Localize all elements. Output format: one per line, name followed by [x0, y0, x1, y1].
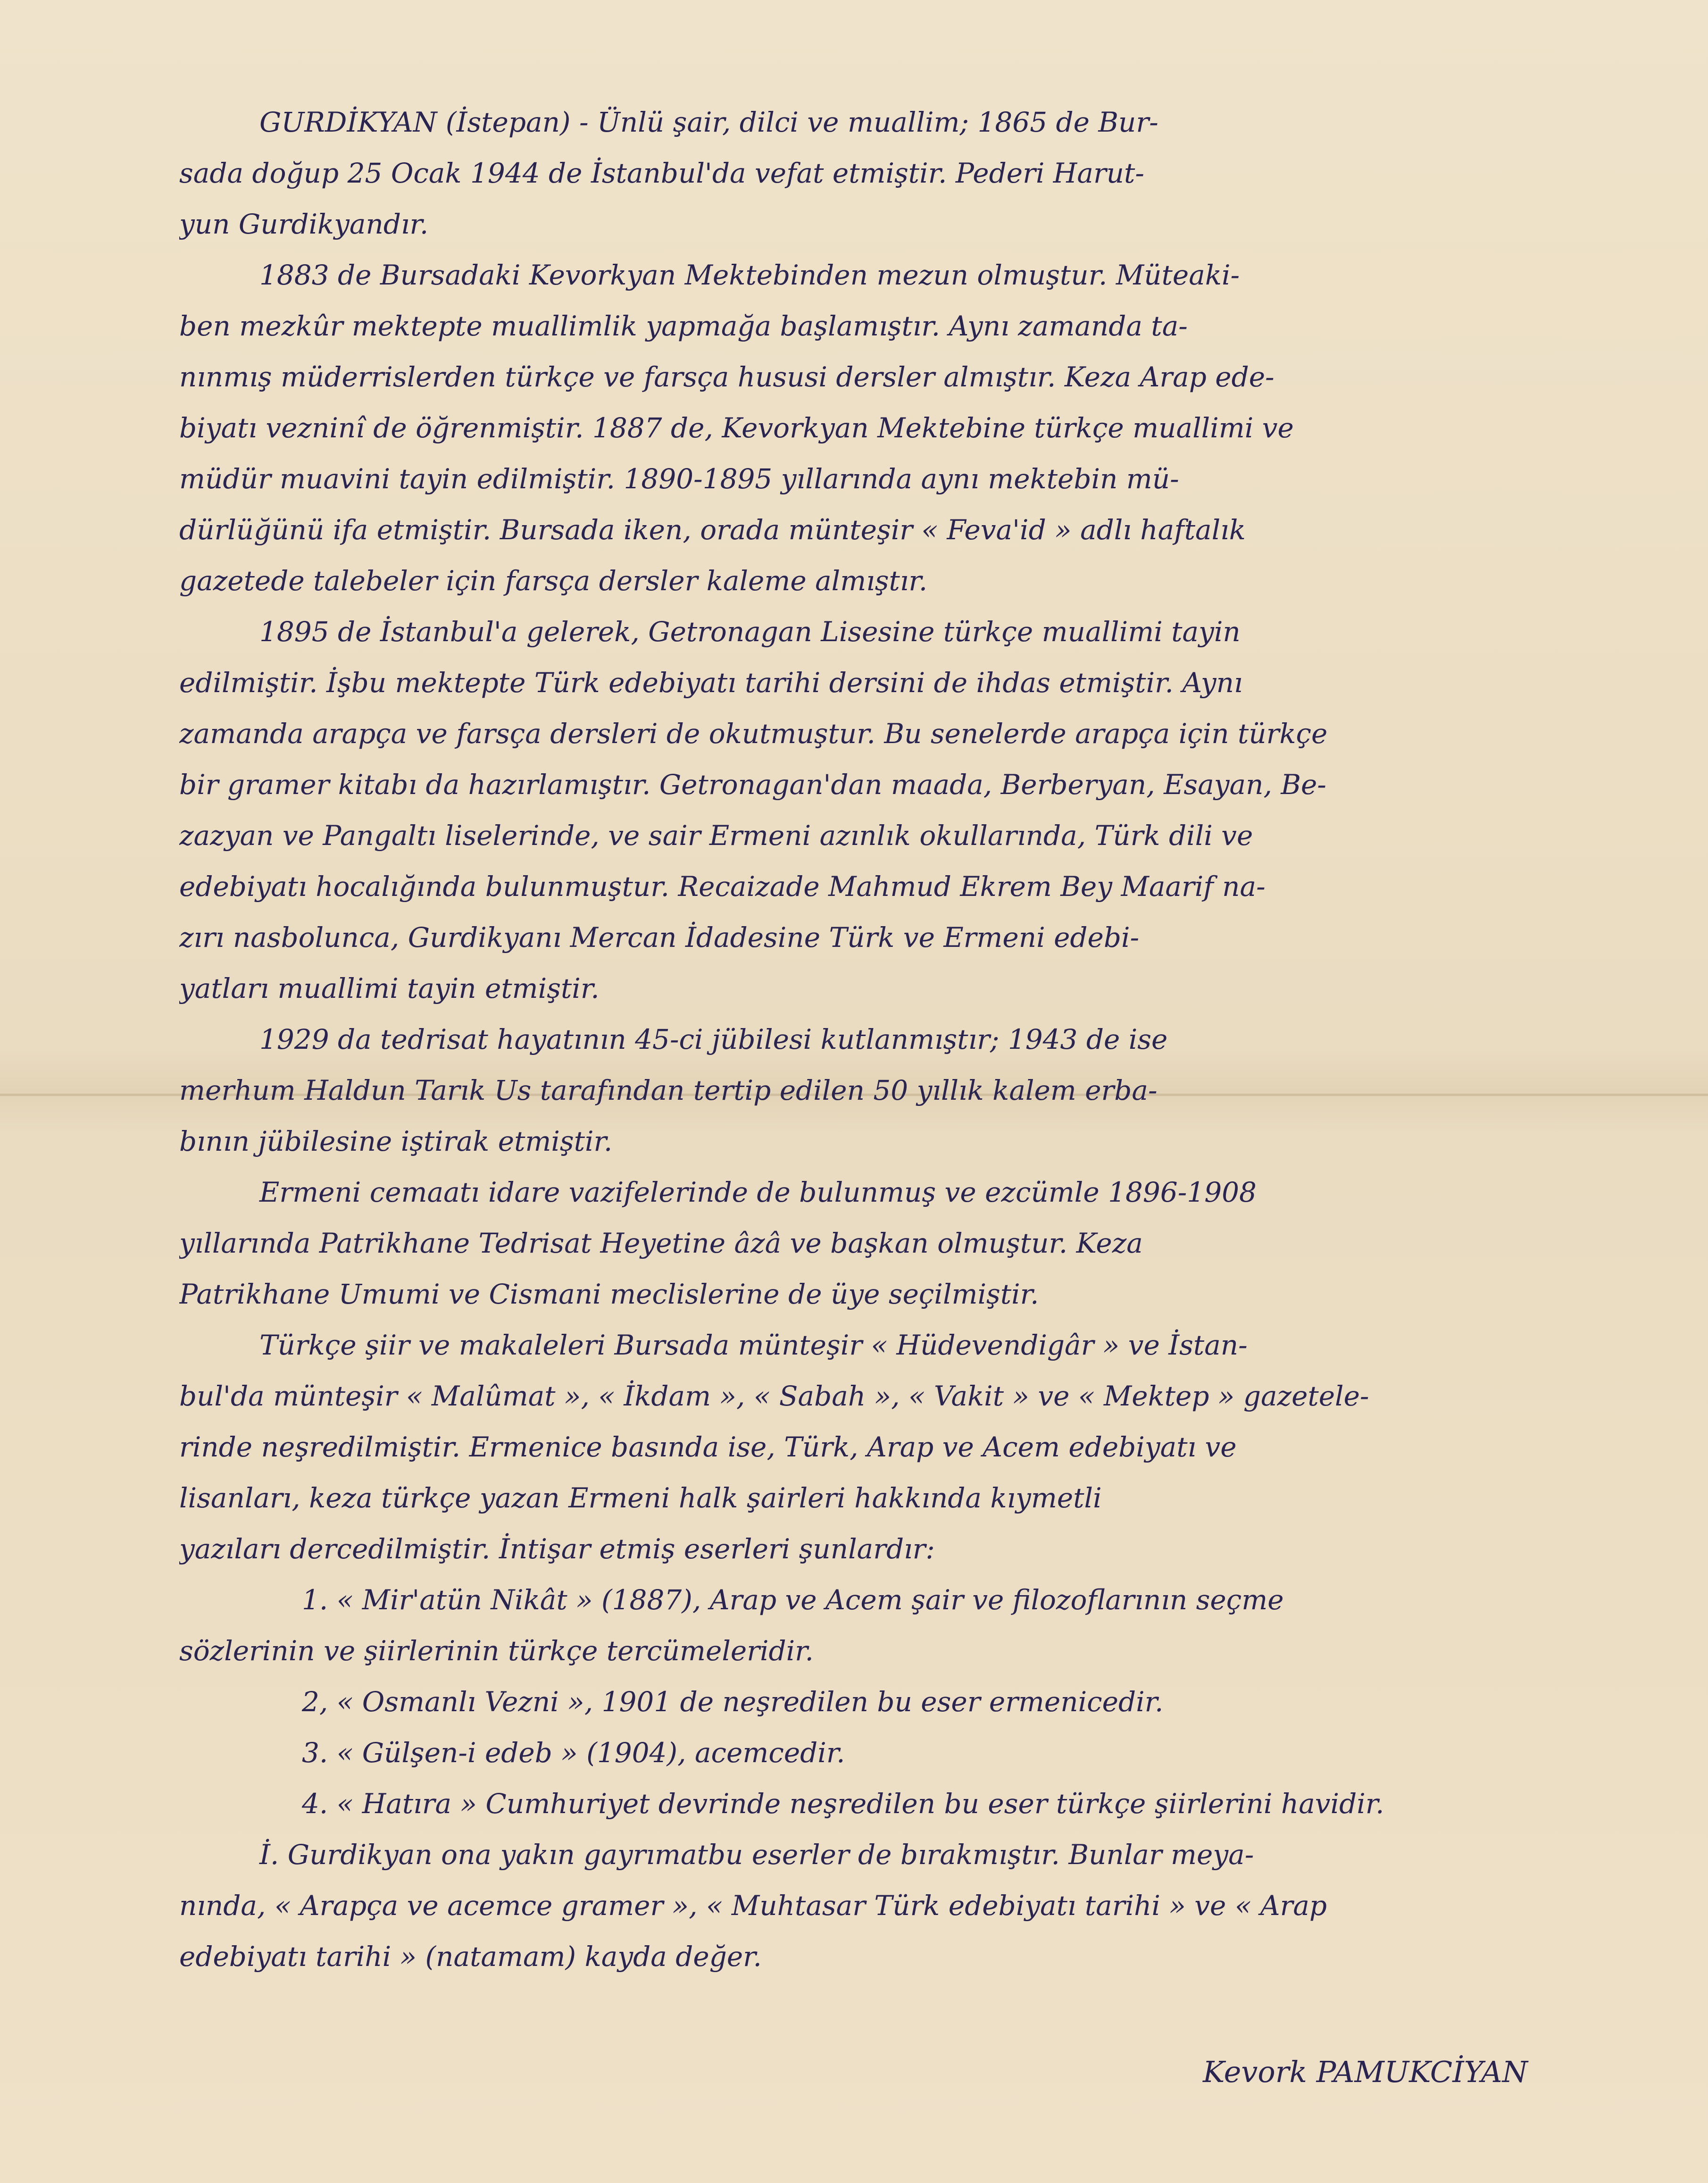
text-line: sada doğup 25 Ocak 1944 de İstanbul'da vefat etmiştir. Pederi Harut-	[179, 157, 1144, 189]
text-line: bir gramer kitabı da hazırlamıştır. Getronagan'dan maada, Berberyan, Esayan, Be-	[179, 769, 1326, 801]
text-line: bının jübilesine iştirak etmiştir.	[179, 1125, 613, 1157]
list-item-3: 3. « Gülşen-i edeb » (1904), acemcedir.	[302, 1737, 845, 1769]
author-signature: Kevork PAMUKCİYAN	[1203, 2055, 1528, 2089]
text-line: ben mezkûr mektepte muallimlik yapmağa başlamıştır. Aynı zamanda ta-	[179, 310, 1188, 342]
text-line: edilmiştir. İşbu mektepte Türk edebiyatı tarihi dersini de ihdas etmiştir. Aynı	[179, 667, 1243, 699]
list-item-1: 1. « Mir'atün Nikât » (1887), Arap ve Acem şair ve filozoflarının seçme	[302, 1584, 1284, 1616]
text-line: sözlerinin ve şiirlerinin türkçe tercümeleridir.	[179, 1635, 814, 1667]
text-line: nınmış müderrislerden türkçe ve farsça hususi dersler almıştır. Keza Arap ede-	[179, 361, 1275, 393]
text-line: gazetede talebeler için farsça dersler kaleme almıştır.	[179, 565, 928, 597]
text-line: rinde neşredilmiştir. Ermenice basında ise, Türk, Arap ve Acem edebiyatı ve	[179, 1431, 1237, 1463]
text-line: yıllarında Patrikhane Tedrisat Heyetine âzâ ve başkan olmuştur. Keza	[179, 1227, 1143, 1259]
paragraph-start-line: 1895 de İstanbul'a gelerek, Getronagan Lisesine türkçe muallimi tayin	[259, 616, 1241, 648]
text-line: Patrikhane Umumi ve Cismani meclislerine de üye seçilmiştir.	[179, 1278, 1039, 1310]
text-line: dürlüğünü ifa etmiştir. Bursada iken, orada münteşir « Feva'id » adlı haftalık	[179, 514, 1246, 546]
text-line: biyatı vezninî de öğrenmiştir. 1887 de, Kevorkyan Mektebine türkçe muallimi ve	[179, 412, 1294, 444]
paragraph-start-line: Ermeni cemaatı idare vazifelerinde de bulunmuş ve ezcümle 1896-1908	[259, 1176, 1257, 1208]
paragraph-start-line: 1883 de Bursadaki Kevorkyan Mektebinden mezun olmuştur. Müteaki-	[259, 259, 1240, 291]
handwritten-body	[179, 97, 1684, 1982]
text-line: müdür muavini tayin edilmiştir. 1890-1895 yıllarında aynı mektebin mü-	[179, 463, 1179, 495]
list-item-2: 2, « Osmanlı Vezni », 1901 de neşredilen bu eser ermenicedir.	[302, 1686, 1164, 1718]
text-line: zamanda arapça ve farsça dersleri de okutmuştur. Bu senelerde arapça için türkçe	[179, 718, 1328, 750]
paragraph-start-line: İ. Gurdikyan ona yakın gayrımatbu eserler de bırakmıştır. Bunlar meya-	[259, 1839, 1254, 1871]
list-item-4: 4. « Hatıra » Cumhuriyet devrinde neşredilen bu eser türkçe şiirlerini havidir.	[302, 1788, 1384, 1820]
paragraph-start-line: 1929 da tedrisat hayatının 45-ci jübilesi kutlanmıştır; 1943 de ise	[259, 1023, 1168, 1055]
text-line: yatları muallimi tayin etmiştir.	[179, 972, 600, 1004]
text-line: zırı nasbolunca, Gurdikyanı Mercan İdadesine Türk ve Ermeni edebi-	[179, 921, 1140, 953]
heading-line: GURDİKYAN (İstepan) - Ünlü şair, dilci ve muallim; 1865 de Bur-	[259, 106, 1158, 138]
paragraph-start-line: Türkçe şiir ve makaleleri Bursada münteşir « Hüdevendigâr » ve İstan-	[259, 1329, 1248, 1361]
text-line: bul'da münteşir « Malûmat », « İkdam », « Sabah », « Vakit » ve « Mektep » gazetele-	[179, 1380, 1369, 1412]
text-line: edebiyatı tarihi » (natamam) kayda değer.	[179, 1940, 762, 1973]
text-line: lisanları, keza türkçe yazan Ermeni halk şairleri hakkında kıymetli	[179, 1482, 1102, 1514]
text-line: nında, « Arapça ve acemce gramer », « Muhtasar Türk edebiyatı tarihi » ve « Arap	[179, 1890, 1327, 1922]
text-line: merhum Haldun Tarık Us tarafından tertip edilen 50 yıllık kalem erba-	[179, 1074, 1158, 1106]
text-line: edebiyatı hocalığında bulunmuştur. Recaizade Mahmud Ekrem Bey Maarif na-	[179, 870, 1266, 903]
text-line: yazıları dercedilmiştir. İntişar etmiş eserleri şunlardır:	[179, 1533, 935, 1565]
text-line: yun Gurdikyandır.	[179, 208, 429, 240]
text-line: zazyan ve Pangaltı liselerinde, ve sair Ermeni azınlık okullarında, Türk dili ve	[179, 820, 1253, 852]
